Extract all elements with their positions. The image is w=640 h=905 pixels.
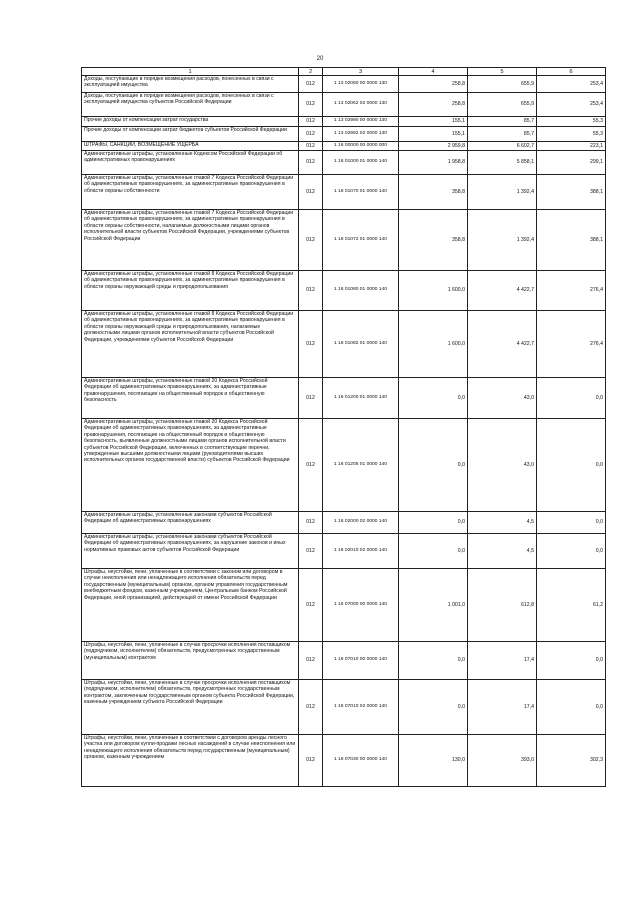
- row-value-col4: 1 600,0: [399, 271, 468, 311]
- row-value-col5: 612,8: [468, 569, 537, 642]
- row-value-col5: 85,7: [468, 117, 537, 127]
- row-value-col6: 276,4: [537, 311, 606, 378]
- row-value-col6: 0,0: [537, 512, 606, 534]
- table-row: [82, 378, 606, 419]
- row-budget-code: 1 13 02992 02 0000 130: [323, 127, 399, 142]
- table-row: [82, 534, 606, 569]
- table-row: [82, 76, 606, 93]
- table-row: [82, 93, 606, 117]
- row-name: Штрафы, неустойки, пени, уплаченные в соответствии с законом или договором в случае неисполнения или ненадлежащего исполнения обязательств перед государственным (муниципальным) органом, органом управления государственным внебюджетным фондом, казенным учреждением, Центральным банком Российской Федерации, иной организацией, действующей от имени Российской Федерации: [82, 569, 299, 642]
- row-budget-code: 1 16 01205 01 0000 140: [323, 419, 399, 512]
- table-row: [82, 175, 606, 210]
- row-name: Административные штрафы, установленные главой 7 Кодекса Российской Федерации об административных правонарушениях, за административные правонарушения в области охраны собственности: [82, 175, 299, 210]
- row-value-col5: 17,4: [468, 680, 537, 735]
- row-value-col6: 302,3: [537, 735, 606, 787]
- row-value-col5: 17,4: [468, 642, 537, 680]
- row-budget-code: 1 13 02062 02 0000 130: [323, 93, 399, 117]
- row-name: Административные штрафы, установленные главой 8 Кодекса Российской Федерации об административных правонарушениях, за административные правонарушения в области охраны окружающей среды и природопользования: [82, 271, 299, 311]
- row-value-col4: 130,0: [399, 735, 468, 787]
- row-value-col4: 2 959,8: [399, 142, 468, 151]
- row-value-col6: 0,0: [537, 680, 606, 735]
- row-admin-code: 012: [299, 534, 323, 569]
- table-row: [82, 419, 606, 512]
- row-admin-code: 012: [299, 569, 323, 642]
- header-col-3: 3: [323, 68, 399, 76]
- table-row: [82, 512, 606, 534]
- row-value-col6: 276,4: [537, 271, 606, 311]
- row-value-col6: 0,0: [537, 419, 606, 512]
- row-admin-code: 012: [299, 142, 323, 151]
- row-admin-code: 012: [299, 210, 323, 271]
- table-row: [82, 642, 606, 680]
- row-budget-code: 1 16 01200 01 0000 140: [323, 378, 399, 419]
- row-name: Административные штрафы, установленные главой 20 Кодекса Российской Федерации об административных правонарушениях, за административные правонарушения, посягающие на общественный порядок и общественную безопасность: [82, 378, 299, 419]
- row-value-col5: 85,7: [468, 127, 537, 142]
- row-value-col4: 1 001,0: [399, 569, 468, 642]
- row-name: Штрафы, неустойки, пени, уплаченные в случае просрочки исполнения поставщиком (подрядчиком, исполнителем) обязательств, предусмотренных государственным (муниципальным) контрактом: [82, 642, 299, 680]
- row-admin-code: 012: [299, 271, 323, 311]
- row-budget-code: 1 16 01070 01 0000 140: [323, 175, 399, 210]
- row-value-col4: 258,8: [399, 93, 468, 117]
- row-value-col5: 655,9: [468, 93, 537, 117]
- row-value-col6: 388,1: [537, 210, 606, 271]
- table-row: [82, 680, 606, 735]
- row-value-col5: 4,5: [468, 534, 537, 569]
- table-header-row: [82, 68, 606, 76]
- table-row: [82, 735, 606, 787]
- row-admin-code: 012: [299, 642, 323, 680]
- table-row: [82, 117, 606, 127]
- row-value-col5: 43,0: [468, 378, 537, 419]
- row-admin-code: 012: [299, 419, 323, 512]
- row-value-col6: 55,3: [537, 117, 606, 127]
- header-col-2: 2: [299, 68, 323, 76]
- row-value-col4: 258,8: [399, 76, 468, 93]
- row-budget-code: 1 16 07010 00 0000 140: [323, 642, 399, 680]
- row-value-col6: 0,0: [537, 642, 606, 680]
- row-name: Административные штрафы, установленные главой 8 Кодекса Российской Федерации об административных правонарушениях, за административные правонарушения в области охраны окружающей среды и природопользования, налагаемые должностными лицами органов исполнительной власти субъектов Российской Федерации, учреждениями субъектов Российской Федерации: [82, 311, 299, 378]
- row-value-col4: 0,0: [399, 534, 468, 569]
- row-value-col5: 4 422,7: [468, 271, 537, 311]
- row-name: ШТРАФЫ, САНКЦИИ, ВОЗМЕЩЕНИЕ УЩЕРБА: [82, 142, 299, 151]
- row-value-col6: 253,4: [537, 93, 606, 117]
- row-value-col5: 5 858,1: [468, 151, 537, 175]
- row-value-col5: 4 422,7: [468, 311, 537, 378]
- table-row: [82, 271, 606, 311]
- row-name: Административные штрафы, установленные законами субъектов Российской Федерации об административных правонарушениях: [82, 512, 299, 534]
- row-value-col6: 253,4: [537, 76, 606, 93]
- revenue-table: [81, 67, 606, 787]
- row-value-col6: 0,0: [537, 378, 606, 419]
- row-budget-code: 1 13 02060 00 0000 130: [323, 76, 399, 93]
- row-name: Административные штрафы, установленные законами субъектов Российской Федерации об административных правонарушениях, за нарушение законов и иных нормативных правовых актов субъектов Российской Федерации: [82, 534, 299, 569]
- row-value-col5: 393,0: [468, 735, 537, 787]
- row-admin-code: 012: [299, 93, 323, 117]
- row-budget-code: 1 16 02010 02 0000 140: [323, 534, 399, 569]
- row-budget-code: 1 16 07000 00 0000 140: [323, 569, 399, 642]
- header-col-1: 1: [82, 68, 299, 76]
- row-value-col5: 655,9: [468, 76, 537, 93]
- row-admin-code: 012: [299, 127, 323, 142]
- row-value-col6: 0,0: [537, 534, 606, 569]
- row-value-col6: 55,3: [537, 127, 606, 142]
- row-value-col4: 0,0: [399, 512, 468, 534]
- header-col-4: 4: [399, 68, 468, 76]
- row-value-col4: 0,0: [399, 680, 468, 735]
- row-value-col6: 223,1: [537, 142, 606, 151]
- row-value-col5: 1 392,4: [468, 210, 537, 271]
- row-name: Штрафы, неустойки, пени, уплаченные в соответствии с договором аренды лесного участка или договором купли-продажи лесных насаждений в случае неисполнения или ненадлежащего исполнения обязательств перед государственным (муниципальным) органом, казенным учреждением: [82, 735, 299, 787]
- row-name: Доходы, поступающие в порядке возмещения расходов, понесенных в связи с эксплуатацией имущества: [82, 76, 299, 93]
- row-admin-code: 012: [299, 175, 323, 210]
- row-value-col4: 1 600,0: [399, 311, 468, 378]
- row-budget-code: 1 16 01072 01 0000 140: [323, 210, 399, 271]
- header-col-5: 5: [468, 68, 537, 76]
- row-value-col6: 388,1: [537, 175, 606, 210]
- row-value-col4: 0,0: [399, 378, 468, 419]
- row-name: Прочие доходы от компенсации затрат бюджетов субъектов Российской Федерации: [82, 127, 299, 142]
- row-admin-code: 012: [299, 311, 323, 378]
- row-admin-code: 012: [299, 117, 323, 127]
- row-value-col4: 358,8: [399, 210, 468, 271]
- row-admin-code: 012: [299, 512, 323, 534]
- row-value-col4: 1 958,8: [399, 151, 468, 175]
- row-admin-code: 012: [299, 680, 323, 735]
- row-value-col5: 1 392,4: [468, 175, 537, 210]
- table-row: [82, 151, 606, 175]
- row-name: Прочие доходы от компенсации затрат государства: [82, 117, 299, 127]
- row-budget-code: 1 16 00000 00 0000 000: [323, 142, 399, 151]
- row-budget-code: 1 16 01080 01 0000 140: [323, 271, 399, 311]
- row-budget-code: 1 16 07030 00 0000 140: [323, 735, 399, 787]
- table-row: [82, 142, 606, 151]
- table-row: [82, 311, 606, 378]
- row-name: Доходы, поступающие в порядке возмещения расходов, понесенных в связи с эксплуатацией имущества субъектов Российской Федерации: [82, 93, 299, 117]
- row-budget-code: 1 16 01082 01 0000 140: [323, 311, 399, 378]
- row-value-col6: 299,1: [537, 151, 606, 175]
- row-budget-code: 1 13 02990 00 0000 130: [323, 117, 399, 127]
- table-row: [82, 210, 606, 271]
- row-admin-code: 012: [299, 76, 323, 93]
- table-row: [82, 569, 606, 642]
- row-budget-code: 1 16 02000 02 0000 140: [323, 512, 399, 534]
- page-number: 20: [316, 56, 324, 62]
- row-name: Штрафы, неустойки, пени, уплаченные в случае просрочки исполнения поставщиком (подрядчиком, исполнителем) обязательств, предусмотренных государственным контрактом, заключенным государственным органом субъекта Российской Федерации, казенным учреждением субъекта Российской Федерации: [82, 680, 299, 735]
- row-name: Административные штрафы, установленные главой 7 Кодекса Российской Федерации об административных правонарушениях, за административные правонарушения в области охраны собственности, налагаемые должностными лицами органов исполнительной власти субъектов Российской Федерации, учреждениями субъектов Российской Федерации: [82, 210, 299, 271]
- row-name: Административные штрафы, установленные главой 20 Кодекса Российской Федерации об административных правонарушениях, за административные правонарушения, посягающие на общественный порядок и общественную безопасность, выявленные должностными лицами органов исполнительной власти субъектов Российской Федерации, включенных в соответствующие перечни, утвержденные высшими должностными лицами (руководителями высших исполнительных органов государственной власти) субъектов Российской Федерации: [82, 419, 299, 512]
- row-value-col5: 6 602,7: [468, 142, 537, 151]
- row-budget-code: 1 16 07010 02 0000 140: [323, 680, 399, 735]
- row-value-col4: 155,1: [399, 127, 468, 142]
- row-value-col4: 0,0: [399, 419, 468, 512]
- row-name: Административные штрафы, установленные Кодексом Российской Федерации об административных правонарушениях: [82, 151, 299, 175]
- row-value-col4: 358,8: [399, 175, 468, 210]
- row-value-col4: 0,0: [399, 642, 468, 680]
- table-row: [82, 127, 606, 142]
- row-admin-code: 012: [299, 151, 323, 175]
- header-col-6: 6: [537, 68, 606, 76]
- row-value-col5: 4,5: [468, 512, 537, 534]
- row-admin-code: 012: [299, 378, 323, 419]
- row-value-col5: 43,0: [468, 419, 537, 512]
- row-value-col6: 61,2: [537, 569, 606, 642]
- row-budget-code: 1 16 01000 01 0000 140: [323, 151, 399, 175]
- row-value-col4: 155,1: [399, 117, 468, 127]
- row-admin-code: 012: [299, 735, 323, 787]
